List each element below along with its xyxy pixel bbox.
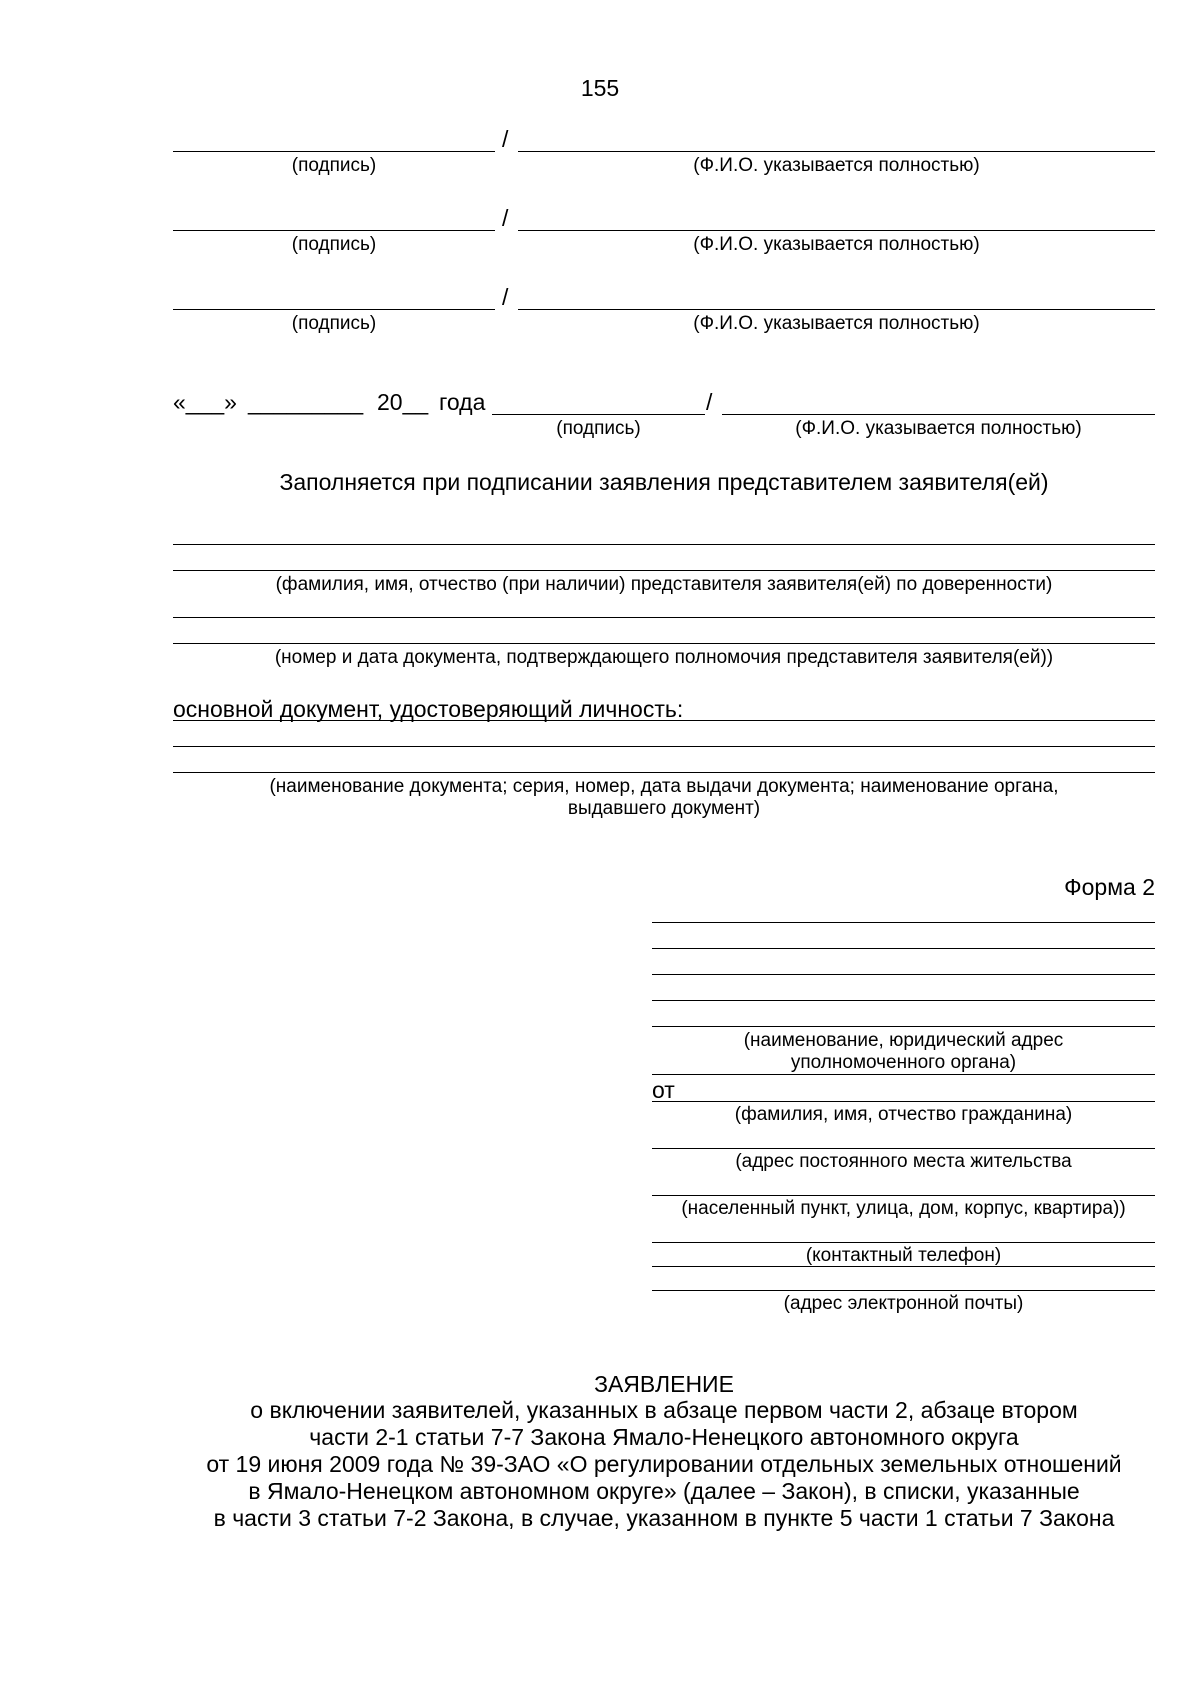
slash-separator: / [502,284,509,310]
citizen-caption: (фамилия, имя, отчество гражданина) [734,1104,1073,1125]
name-line [518,230,1155,231]
fill-line [652,1026,1155,1027]
fill-line [173,617,1155,618]
fill-line [173,544,1155,545]
representative-heading: Заполняется при подписании заявления представителем заявителя(ей) [279,469,1049,495]
signature-caption: (подпись) [291,234,377,255]
signature-line [173,151,495,152]
representative-fio-caption: (фамилия, имя, отчество (при наличии) представителя заявителя(ей) по доверенности) [275,574,1053,595]
statement-line: части 2-1 статьи 7-7 Закона Ямало-Ненецкого автономного округа [309,1424,1019,1450]
name-caption: (Ф.И.О. указывается полностью) [795,418,1082,439]
signature-caption: (подпись) [291,155,377,176]
name-line [722,414,1155,415]
signature-line [173,230,495,231]
slash-separator: / [706,389,713,415]
fill-line [652,974,1155,975]
name-caption: (Ф.И.О. указывается полностью) [693,155,980,176]
date-year: 20__ [377,389,429,415]
identity-caption [173,776,1155,820]
name-line [518,309,1155,310]
statement-line: в Ямало-Ненецком автономном округе» (далее – Закон), в списки, указанные [248,1478,1080,1504]
fill-line [652,922,1155,923]
address-detail-caption: (населенный пункт, улица, дом, корпус, квартира)) [681,1198,1126,1219]
from-label: от [652,1077,675,1103]
fill-line [652,1290,1155,1291]
name-line [518,151,1155,152]
identity-label: основной документ, удостоверяющий личность: [173,696,684,722]
organ-caption-line: уполномоченного органа) [790,1052,1017,1073]
date-day: «___» [173,389,237,415]
page-number: 155 [580,75,620,101]
statement-line: о включении заявителей, указанных в абзаце первом части 2, абзаце втором [250,1397,1078,1423]
identity-caption-line: (наименование документа; серия, номер, дата выдачи документа; наименование органа, [269,776,1059,797]
signature-caption: (подпись) [556,418,641,439]
fill-line [173,643,1155,644]
signature-line [173,309,495,310]
signature-line [492,414,705,415]
fill-line [173,746,1155,747]
organ-caption [652,1030,1155,1074]
address-caption: (адрес постоянного места жительства [735,1151,1072,1172]
date-month: _________ [248,389,364,415]
statement-line: от 19 июня 2009 года № 39-ЗАО «О регулировании отдельных земельных отношений [206,1451,1122,1477]
signature-caption: (подпись) [291,313,377,334]
statement-title: ЗАЯВЛЕНИЕ [594,1371,734,1397]
fill-line [652,1195,1155,1196]
slash-separator: / [502,205,509,231]
representative-doc-caption: (номер и дата документа, подтверждающего полномочия представителя заявителя(ей)) [274,647,1054,668]
phone-caption: (контактный телефон) [805,1245,1002,1266]
statement-line: в части 3 статьи 7-2 Закона, в случае, указанном в пункте 5 части 1 статьи 7 Закона [213,1505,1115,1531]
fill-line [652,1101,1155,1102]
date-year-word: года [439,389,486,415]
fill-line [173,772,1155,773]
fill-line [652,1074,1155,1075]
organ-caption-line: (наименование, юридический адрес [743,1030,1064,1051]
fill-line [652,1242,1155,1243]
name-caption: (Ф.И.О. указывается полностью) [693,313,980,334]
form-title: Форма 2 [1064,874,1155,900]
statement-subtitle [150,1397,1178,1532]
slash-separator: / [502,126,509,152]
fill-line [652,1000,1155,1001]
fill-line [652,1148,1155,1149]
name-caption: (Ф.И.О. указывается полностью) [693,234,980,255]
email-caption: (адрес электронной почты) [783,1293,1024,1314]
fill-line [173,720,1155,721]
fill-line [652,948,1155,949]
identity-caption-line: выдавшего документ) [567,798,761,819]
fill-line [173,570,1155,571]
